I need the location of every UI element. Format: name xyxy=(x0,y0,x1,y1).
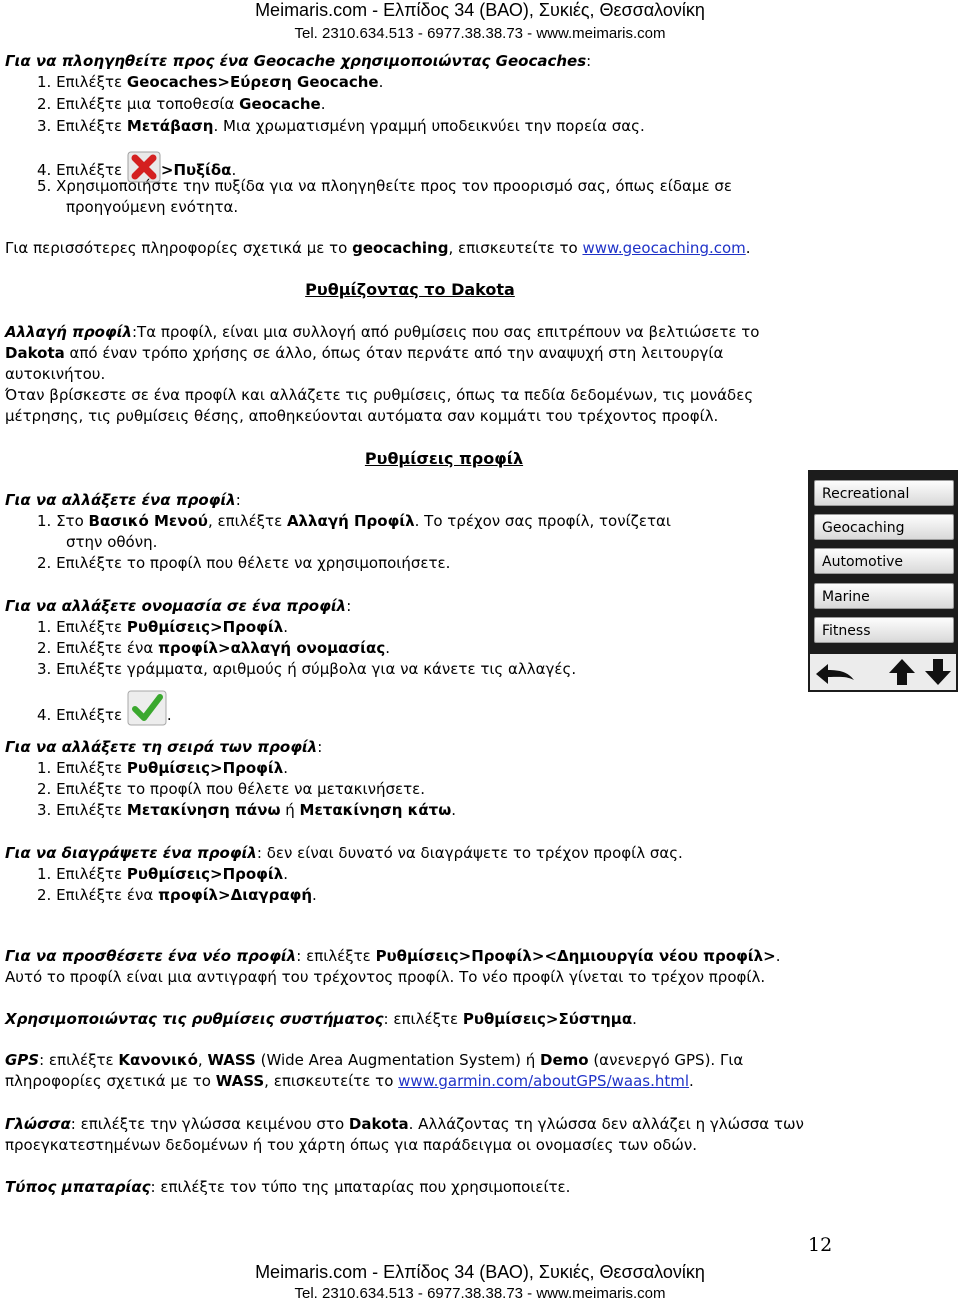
geocaching-link[interactable]: www.geocaching.com xyxy=(582,239,746,257)
back-arrow-icon[interactable] xyxy=(812,656,858,688)
change-profile-step-1: 1. Στο Βασικό Μενού, επιλέξτε Αλλαγή Προφίλ. Το τρέχον σας προφίλ, τονίζεται xyxy=(37,512,671,530)
profile-change-intro: Αλλαγή προφίλ:Τα προφίλ, είναι μια συλλογή από ρυθμίσεις που σας επιτρέπουν να βελτιώσετε το xyxy=(5,323,760,341)
geocache-step-5: 5. Χρησιμοποιήστε την πυξίδα για να πλοηγηθείτε προς τον προορισμό σας, όπως είδαμε σε xyxy=(37,177,732,195)
language-setting: Γλώσσα: επιλέξτε την γλώσσα κειμένου στο Dakota. Αλλάζοντας τη γλώσσα δεν αλλάζει η γλώσσα των xyxy=(5,1115,804,1133)
profile-change-intro-2: Dakota από έναν τρόπο χρήσης σε άλλο, όπως όταν περνάτε από την αναψυχή στη λειτουργία xyxy=(5,344,724,362)
rename-step-3: 3. Επιλέξτε γράμματα, αριθμούς ή σύμβολα για να κάνετε τις αλλαγές. xyxy=(37,660,577,678)
rename-step-1: 1. Επιλέξτε Ρυθμίσεις>Προφίλ. xyxy=(37,618,289,636)
move-down-arrow-icon[interactable] xyxy=(922,656,954,688)
rename-step-4: 4. Επιλέξτε . xyxy=(37,690,172,726)
add-profile-desc: Αυτό το προφίλ είναι μια αντιγραφή του τρέχοντος προφίλ. Το νέο προφίλ γίνεται το τρέχον προφίλ. xyxy=(5,968,766,986)
language-setting-cont: προεγκατεστημένων δεδομένων ή του χάρτη όπως για παράδειγμα οι ονομασίες των οδών. xyxy=(5,1136,698,1154)
geocache-step-4: 4. Επιλέξτε >Πυξίδα. xyxy=(37,151,236,183)
geocache-step-1: 1. Επιλέξτε Geocaches>Εύρεση Geocache. xyxy=(37,73,384,91)
change-profile-title: Για να αλλάξετε ένα προφίλ: xyxy=(5,491,241,509)
reorder-profile-title: Για να αλλάξετε τη σειρά των προφίλ: xyxy=(5,738,323,756)
change-profile-step-1-cont: στην οθόνη. xyxy=(66,533,158,551)
delete-step-2: 2. Επιλέξτε ένα προφίλ>Διαγραφή. xyxy=(37,886,317,904)
profile-settings-para: Όταν βρίσκεστε σε ένα προφίλ και αλλάζετε τις ρυθμίσεις, όπως τα πεδία δεδομένων, τις μονάδες xyxy=(5,386,754,404)
gps-setting-cont: πληροφορίες σχετικά με το WASS, επισκευτείτε το www.garmin.com/aboutGPS/waas.html. xyxy=(5,1072,694,1090)
reorder-step-1: 1. Επιλέξτε Ρυθμίσεις>Προφίλ. xyxy=(37,759,289,777)
reorder-step-2: 2. Επιλέξτε το προφίλ που θέλετε να μετακινήσετε. xyxy=(37,780,426,798)
battery-setting: Τύπος μπαταρίας: επιλέξτε τον τύπο της μπαταρίας που χρησιμοποιείτε. xyxy=(5,1178,571,1196)
add-profile-title: Για να προσθέσετε ένα νέο προφίλ: επιλέξτε Ρυθμίσεις>Προφίλ><Δημιουργία νέου προφίλ>. xyxy=(5,947,781,965)
rename-profile-title: Για να αλλάξετε ονομασία σε ένα προφίλ: xyxy=(5,597,352,615)
geocache-step-2: 2. Επιλέξτε μια τοποθεσία Geocache. xyxy=(37,95,326,113)
footer-line-1: Meimaris.com - Ελπίδος 34 (ΒΑΟ), Συκιές, Θεσσαλονίκη xyxy=(255,1262,705,1282)
footer-line-2: Tel. 2310.634.513 - 6977.38.38.73 - www.meimaris.com xyxy=(294,1285,666,1302)
geocache-step-5-cont: προηγούμενη ενότητα. xyxy=(66,198,239,216)
profile-item-geocaching[interactable]: Geocaching xyxy=(814,514,954,540)
setup-heading: Ρυθμίζοντας το Dakota xyxy=(305,280,515,299)
garmin-waas-link[interactable]: www.garmin.com/aboutGPS/waas.html xyxy=(398,1072,690,1090)
move-up-arrow-icon[interactable] xyxy=(886,656,918,688)
page-number: 12 xyxy=(808,1234,833,1256)
system-settings-title: Χρησιμοποιώντας τις ρυθμίσεις συστήματος: επιλέξτε Ρυθμίσεις>Σύστημα. xyxy=(5,1010,637,1028)
profile-item-recreational[interactable]: Recreational xyxy=(814,480,954,506)
geocaching-more-info: Για περισσότερες πληροφορίες σχετικά με το geocaching, επισκευτείτε το www.geocaching.com. xyxy=(5,239,751,257)
profile-change-intro-3: αυτοκινήτου. xyxy=(5,365,106,383)
profile-item-marine[interactable]: Marine xyxy=(814,583,954,609)
delete-profile-title: Για να διαγράψετε ένα προφίλ: δεν είναι δυνατό να διαγράψετε το τρέχον προφίλ σας. xyxy=(5,844,683,862)
profile-item-fitness[interactable]: Fitness xyxy=(814,617,954,643)
header-line-1: Meimaris.com - Ελπίδος 34 (ΒΑΟ), Συκιές, Θεσσαλονίκη xyxy=(255,0,705,20)
checkmark-icon xyxy=(127,690,167,726)
profile-settings-para-2: μέτρησης, τις ρυθμίσεις θέσης, αποθηκεύονται αυτόματα σαν κομμάτι του τρέχοντος προφίλ. xyxy=(5,407,719,425)
rename-step-2: 2. Επιλέξτε ένα προφίλ>αλλαγή ονομασίας. xyxy=(37,639,390,657)
change-profile-step-2: 2. Επιλέξτε το προφίλ που θέλετε να χρησιμοποιήσετε. xyxy=(37,554,451,572)
delete-step-1: 1. Επιλέξτε Ρυθμίσεις>Προφίλ. xyxy=(37,865,289,883)
header-line-2: Tel. 2310.634.513 - 6977.38.38.73 - www.meimaris.com xyxy=(294,25,666,42)
geocache-step-3: 3. Επιλέξτε Μετάβαση. Μια χρωματισμένη γραμμή υποδεικνύει την πορεία σας. xyxy=(37,117,645,135)
reorder-step-3: 3. Επιλέξτε Μετακίνηση πάνω ή Μετακίνηση κάτω. xyxy=(37,801,457,819)
device-profile-list xyxy=(808,470,958,692)
geocache-nav-title: Για να πλοηγηθείτε προς ένα Geocache χρησιμοποιώντας Geocaches: xyxy=(5,52,592,70)
gps-setting: GPS: επιλέξτε Κανονικό, WASS (Wide Area Augmentation System) ή Demo (ανενεργό GPS). Για xyxy=(5,1051,744,1069)
profiles-heading: Ρυθμίσεις προφίλ xyxy=(364,449,524,468)
profile-item-automotive[interactable]: Automotive xyxy=(814,548,954,574)
